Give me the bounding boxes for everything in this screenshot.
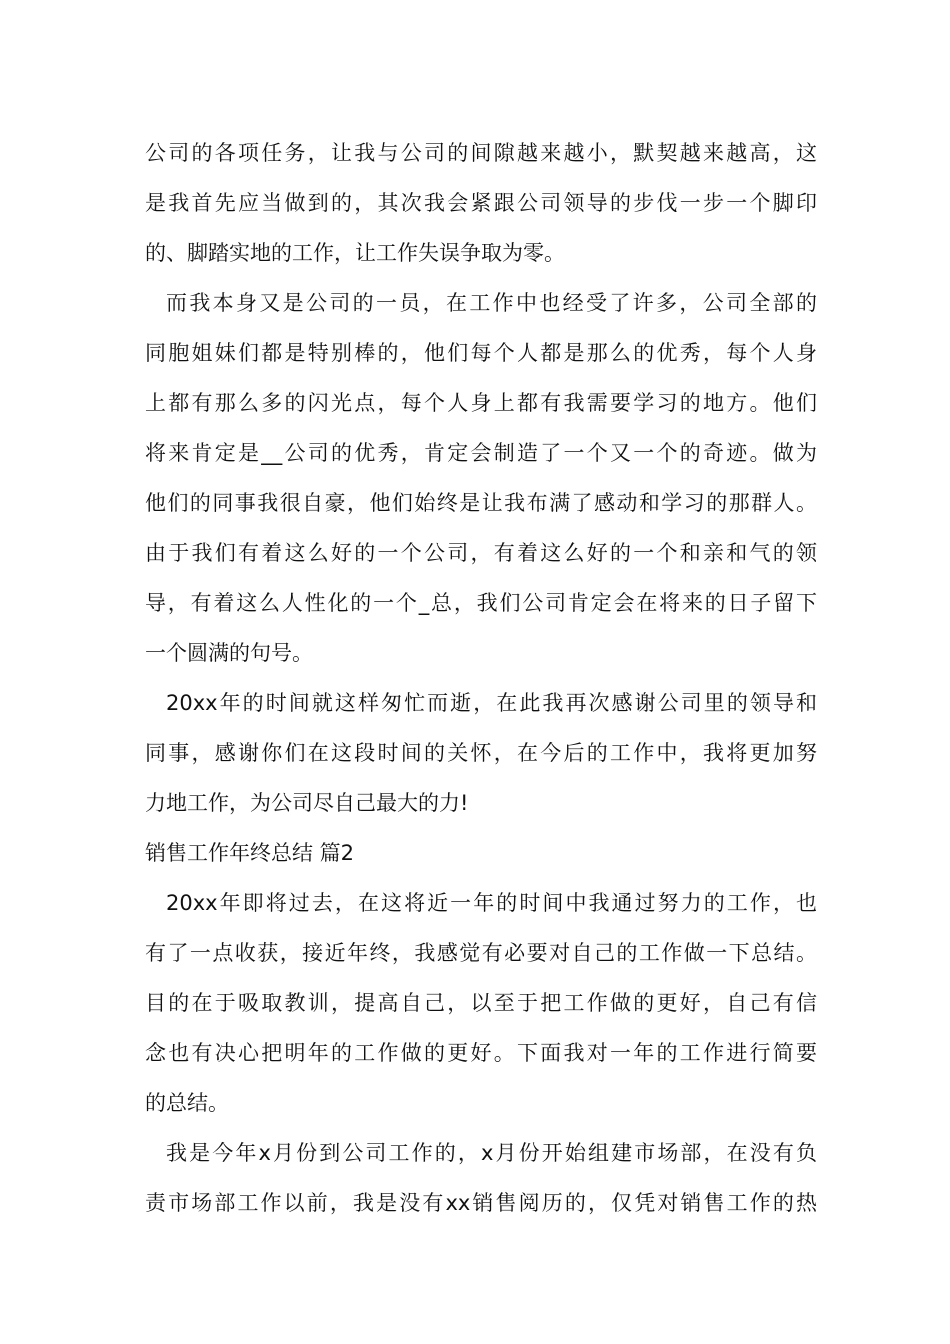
text-line: 上都有那么多的闪光点，每个人身上都有我需要学习的地方。他们 <box>145 391 817 415</box>
text-line: 20xx年的时间就这样匆忙而逝，在此我再次感谢公司里的领导和 <box>166 691 817 715</box>
text-line: 一个圆满的句号。 <box>145 641 313 665</box>
text-line: 我是今年x月份到公司工作的，x月份开始组建市场部，在没有负 <box>166 1141 817 1165</box>
text-line: 是我首先应当做到的，其次我会紧跟公司领导的步伐一步一个脚印 <box>145 191 817 215</box>
text-line: 的总结。 <box>145 1091 229 1115</box>
text-line: 由于我们有着这么好的一个公司，有着这么好的一个和亲和气的领 <box>145 541 817 565</box>
text-line: 责市场部工作以前，我是没有xx销售阅历的，仅凭对销售工作的热 <box>145 1191 817 1215</box>
text-line: 将来肯定是__公司的优秀，肯定会制造了一个又一个的奇迹。做为 <box>145 441 817 465</box>
text-line: 导，有着这么人性化的一个_总，我们公司肯定会在将来的日子留下 <box>145 591 817 615</box>
text-line: 他们的同事我很自豪，他们始终是让我布满了感动和学习的那群人。 <box>145 491 817 515</box>
document-body <box>145 128 817 1228</box>
text-line: 的、脚踏实地的工作，让工作失误争取为零。 <box>145 241 565 265</box>
section-heading: 销售工作年终总结 篇2 <box>145 841 355 865</box>
text-line: 公司的各项任务，让我与公司的间隙越来越小，默契越来越高，这 <box>145 141 817 165</box>
text-line: 同事，感谢你们在这段时间的关怀，在今后的工作中，我将更加努 <box>145 741 817 765</box>
text-line: 有了一点收获，接近年终，我感觉有必要对自己的工作做一下总结。 <box>145 941 817 965</box>
text-line: 力地工作，为公司尽自己最大的力! <box>145 791 469 815</box>
text-line: 目的在于吸取教训，提高自己，以至于把工作做的更好，自己有信 <box>145 991 817 1015</box>
text-line: 念也有决心把明年的工作做的更好。下面我对一年的工作进行简要 <box>145 1041 817 1065</box>
text-line: 而我本身又是公司的一员，在工作中也经受了许多，公司全部的 <box>166 291 817 315</box>
text-line: 20xx年即将过去，在这将近一年的时间中我通过努力的工作，也 <box>166 891 817 915</box>
text-line: 同胞姐妹们都是特别棒的，他们每个人都是那么的优秀，每个人身 <box>145 341 817 365</box>
